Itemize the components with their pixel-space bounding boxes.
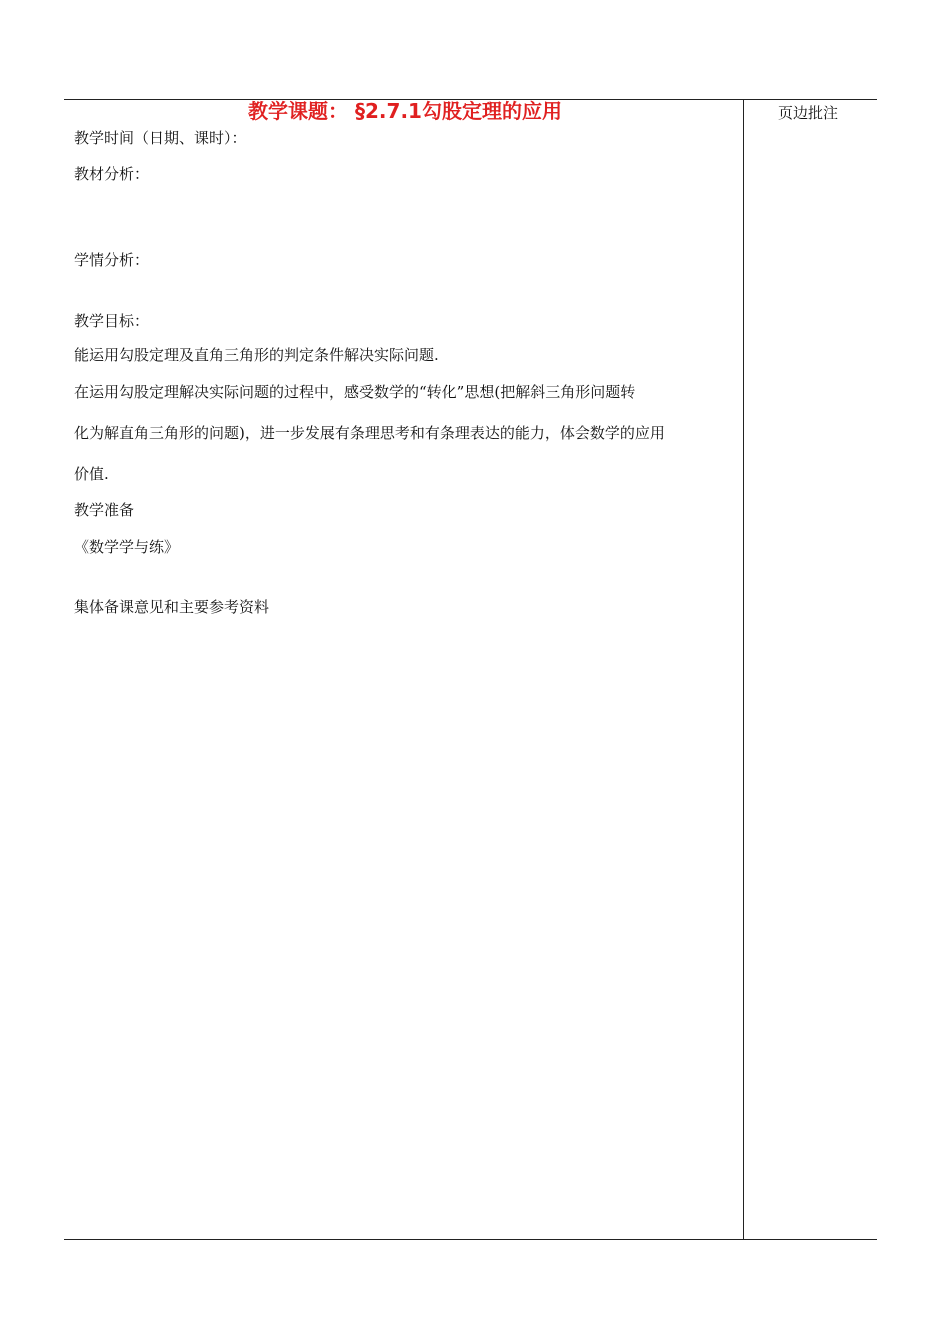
teaching-time-label: 教学时间（日期、课时）：	[74, 129, 247, 147]
lesson-title: 教学课题： §2.7.1勾股定理的应用	[248, 99, 562, 123]
bottom-rule	[64, 1239, 877, 1240]
margin-column-divider	[743, 99, 744, 1239]
objective-item-2-line-2: 化为解直角三角形的问题)，进一步发展有条理思考和有条理表达的能力，体会数学的应用	[74, 424, 665, 442]
objective-item-1: 能运用勾股定理及直角三角形的判定条件解决实际问题.	[74, 346, 439, 364]
objective-item-2-line-1: 在运用勾股定理解决实际问题的过程中，感受数学的“转化”思想(把解斜三角形问题转	[74, 383, 636, 401]
margin-notes-label: 页边批注	[778, 104, 839, 122]
reference-heading: 集体备课意见和主要参考资料	[74, 598, 270, 616]
objective-item-2-line-3: 价值.	[74, 465, 109, 483]
student-analysis-label: 学情分析：	[74, 251, 150, 269]
preparation-heading: 教学准备	[74, 501, 135, 519]
material-analysis-label: 教材分析：	[74, 165, 150, 183]
preparation-item: 《数学学与练》	[74, 538, 180, 556]
objectives-heading: 教学目标：	[74, 312, 150, 330]
